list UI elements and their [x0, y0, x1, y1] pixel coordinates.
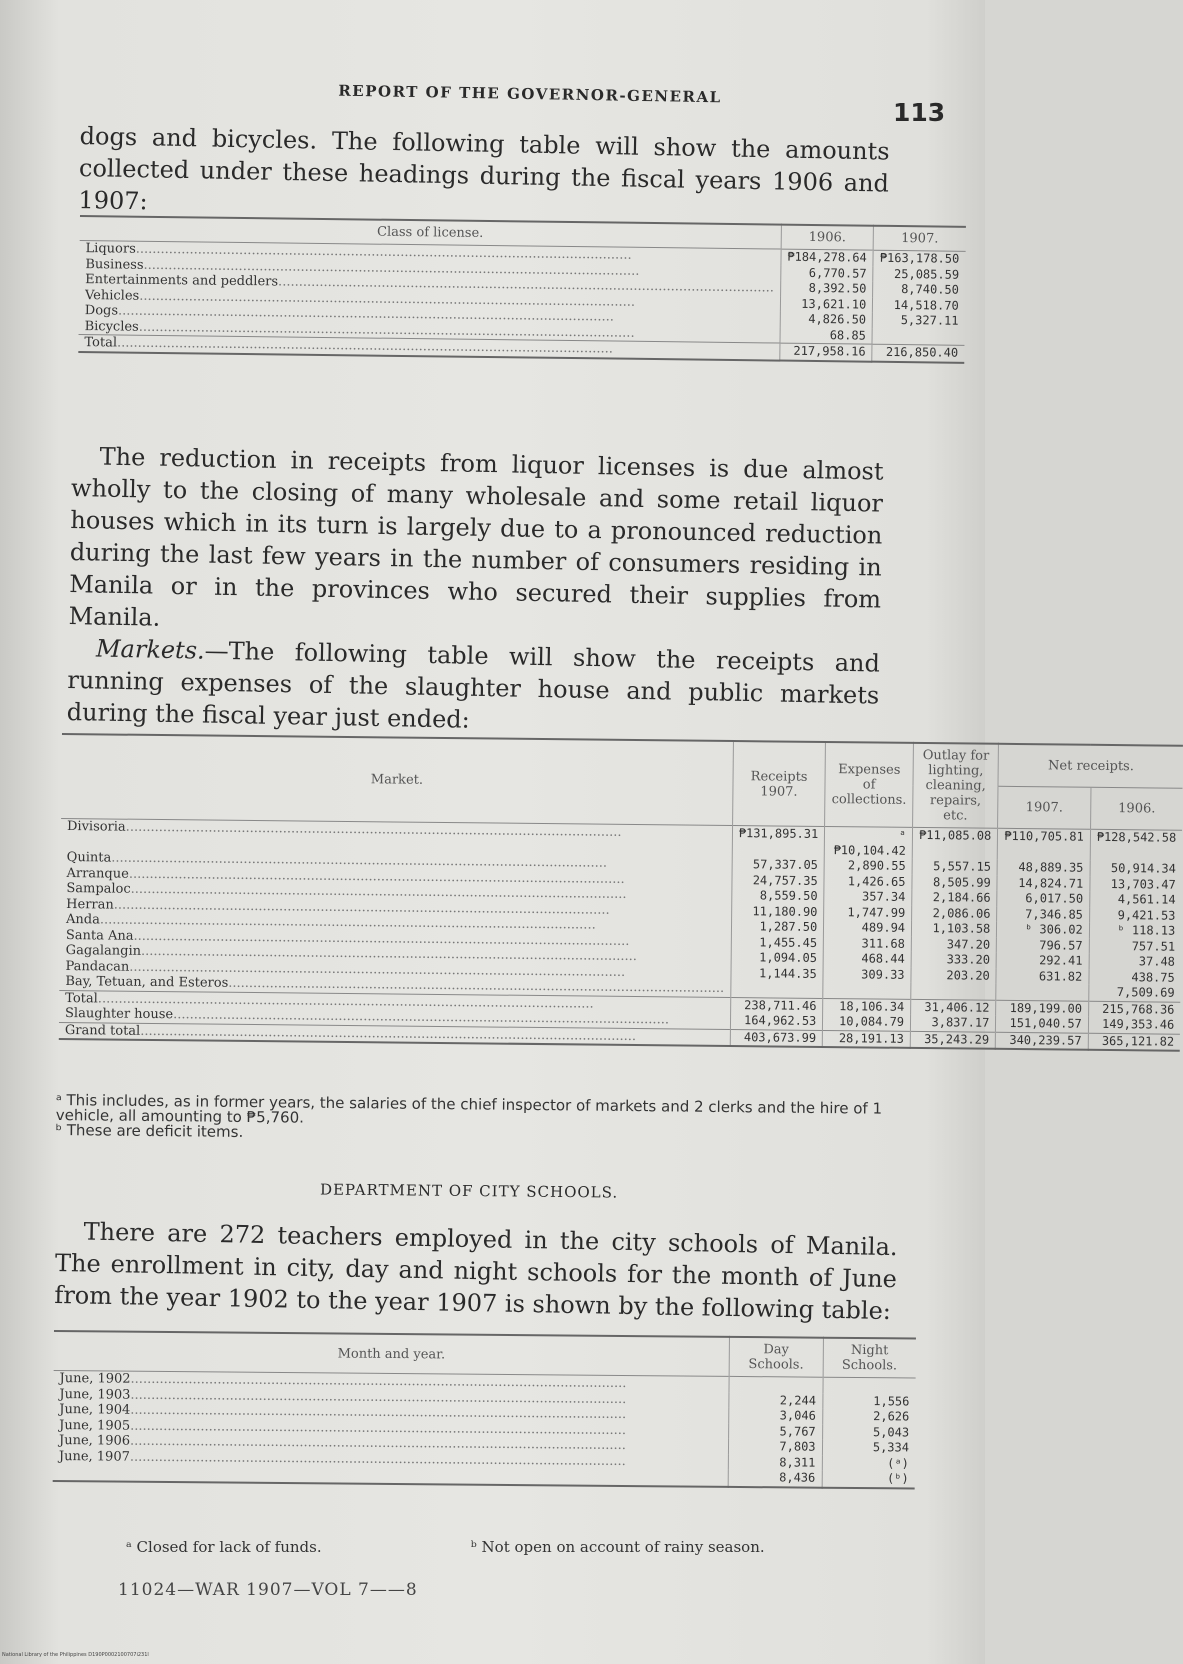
school-night: (ᵇ)	[822, 1471, 915, 1488]
license-1907: ₱163,178.50	[873, 250, 965, 267]
market-expenses: 468.44	[823, 951, 911, 967]
leader-dots: ........................................................................................................................	[130, 1402, 627, 1422]
market-name-text: Pandacan	[65, 958, 130, 975]
school-month-text: June, 1905	[59, 1417, 131, 1434]
running-head: REPORT OF THE GOVERNOR-GENERAL	[338, 81, 722, 107]
leader-dots: ........................................................................................................................	[139, 288, 636, 310]
school-night: 2,626	[822, 1409, 915, 1425]
market-net-1907: 14,824.71	[997, 875, 1090, 891]
license-header-1906: 1906.	[781, 225, 874, 251]
market-net-1907	[996, 984, 1089, 1001]
market-net-1906: 149,353.46	[1088, 1017, 1180, 1034]
leader-dots: ........................................................................................................................	[113, 897, 610, 918]
license-1906: 4,826.50	[780, 312, 873, 329]
market-name-text: Gagalangin	[65, 943, 142, 959]
market-receipts: 403,673.99	[730, 1029, 823, 1047]
intro-text: dogs and bicycles. The following table will show the amounts collected under these headings during the fiscal years 1906 and 1907:	[78, 121, 890, 216]
market-name-text: Grand total	[64, 1022, 141, 1039]
leader-dots: ........................................................................................................................	[173, 1007, 670, 1028]
license-1906: 68.85	[780, 327, 873, 344]
school-day: 3,046	[729, 1408, 823, 1424]
leader-dots: ........................................................................................................................	[130, 881, 627, 902]
market-net-1906: ₱128,542.58	[1090, 829, 1182, 861]
market-expenses: 28,191.13	[823, 1030, 911, 1048]
school-night	[823, 1377, 916, 1394]
market-receipts: 11,180.90	[731, 904, 824, 920]
intro-paragraph	[78, 120, 890, 232]
market-net-1906: 13,703.47	[1090, 876, 1182, 892]
market-receipts	[731, 981, 824, 998]
market-receipts: 8,559.50	[732, 888, 825, 904]
school-day: 8,436	[728, 1470, 822, 1487]
license-header-class: Class of license.	[376, 224, 484, 241]
license-1906: ₱184,278.64	[781, 249, 874, 266]
market-net-1907: 292.41	[996, 953, 1089, 969]
market-receipts: 1,094.05	[731, 950, 824, 966]
market-name-text: Herran	[66, 896, 114, 913]
leader-dots: ........................................................................................................................	[140, 1023, 637, 1044]
market-net-1906: 215,768.36	[1088, 1001, 1180, 1018]
markets-text: —The following table will show the receipts and running expenses of the slaughter house and public markets during the fiscal year just ended:	[66, 636, 881, 734]
license-class-text: Vehicles	[84, 287, 140, 304]
market-net-1906: ᵇ 118.13	[1089, 923, 1181, 939]
market-expenses: 1,426.65	[824, 873, 912, 889]
market-net-1906: 438.75	[1089, 969, 1181, 985]
market-net-1907: 631.82	[996, 968, 1089, 984]
markets-heading: Markets.	[95, 634, 205, 665]
market-expenses: 1,747.99	[824, 904, 912, 920]
market-name-text: Slaughter house	[64, 1006, 174, 1023]
leader-dots: ........................................................................................................................	[116, 335, 614, 357]
market-expenses: 309.33	[823, 966, 911, 982]
market-net-1907: ₱110,705.81	[998, 828, 1091, 860]
signature-line: 11024—WAR 1907—VOL 7——8	[118, 1580, 418, 1600]
market-net-1907: ᵇ 306.02	[997, 922, 1090, 938]
market-header-market: Market.	[370, 772, 424, 788]
license-table	[78, 215, 965, 363]
leader-dots: ........................................................................................................................	[129, 959, 626, 980]
school-night: (ᵃ)	[822, 1455, 915, 1471]
leader-dots: ........................................................................................................................	[129, 1449, 626, 1469]
market-outlay: 347.20	[911, 936, 996, 952]
market-receipts: 24,757.35	[732, 873, 825, 889]
market-outlay	[911, 983, 996, 1000]
leader-dots: ........................................................................................................................	[130, 1387, 627, 1407]
market-header-outlay: Outlay for lighting, cleaning, repairs, etc.	[913, 743, 999, 828]
leader-dots: ........................................................................................................................	[130, 1418, 627, 1438]
market-net-1907: 189,199.00	[996, 1000, 1089, 1017]
market-outlay: ₱11,085.08	[912, 827, 998, 859]
market-header-expenses: Expenses of collections.	[825, 742, 914, 827]
market-receipts: 1,287.50	[731, 919, 824, 935]
school-month-text: June, 1903	[59, 1386, 131, 1403]
market-expenses: 489.94	[824, 920, 912, 936]
license-1907: 25,085.59	[873, 266, 965, 283]
market-name-text: Quinta	[66, 850, 112, 866]
market-net-1907: 151,040.57	[996, 1016, 1089, 1033]
school-night: 5,334	[822, 1440, 915, 1456]
school-month-text: June, 1904	[59, 1402, 131, 1418]
market-name-text: Arranque	[66, 865, 129, 882]
school-footnotes	[126, 1538, 886, 1556]
leader-dots: ........................................................................................................................	[130, 1371, 627, 1391]
market-net-1907: 48,889.35	[997, 860, 1090, 876]
market-receipts: 1,455.45	[731, 935, 824, 951]
market-outlay: 203.20	[911, 967, 996, 983]
market-expenses: 311.68	[824, 935, 912, 951]
market-net-1907: 7,346.85	[997, 906, 1090, 922]
license-1907: 5,327.11	[872, 313, 964, 330]
market-outlay: 2,184.66	[912, 890, 997, 906]
market-expenses: 10,084.79	[823, 1014, 911, 1031]
market-receipts: 238,711.46	[730, 997, 823, 1014]
schools-text: There are 272 teachers employed in the city schools of Manila. The enrollment in city, day and night schools for the month of June from the year 1902 to the year 1907 is shown by the following table:	[54, 1217, 898, 1326]
leader-dots: ........................................................................................................................	[228, 975, 725, 996]
license-1907	[872, 328, 964, 345]
license-class-text: Business	[85, 256, 144, 273]
school-night: 1,556	[822, 1393, 915, 1409]
leader-dots: ........................................................................................................................	[138, 319, 635, 341]
license-header-1907: 1907.	[873, 226, 965, 252]
schools-paragraph	[54, 1215, 898, 1327]
market-expenses: 357.34	[824, 889, 912, 905]
market-net-1906: 9,421.53	[1089, 907, 1181, 923]
market-name-text: Santa Ana	[65, 927, 134, 944]
school-day: 2,244	[729, 1392, 823, 1408]
leader-dots: ........................................................................................................................	[99, 912, 596, 933]
school-table	[53, 1330, 916, 1489]
leader-dots: ........................................................................................................................	[117, 303, 615, 325]
market-expenses: 2,890.55	[824, 858, 912, 874]
leader-dots: ........................................................................................................................	[97, 990, 594, 1012]
market-net-1906: 4,561.14	[1090, 892, 1182, 908]
school-month-text: June, 1907	[58, 1448, 130, 1465]
market-receipts: 57,337.05	[732, 857, 825, 873]
market-outlay: 35,243.29	[910, 1031, 995, 1049]
market-outlay: 1,103.58	[911, 921, 996, 937]
market-net-1906: 50,914.34	[1090, 861, 1182, 877]
market-footnote-b: ᵇ These are deficit items.	[55, 1120, 244, 1141]
market-receipts: 1,144.35	[731, 966, 824, 982]
leader-dots: ........................................................................................................................	[133, 928, 630, 949]
market-outlay: 333.20	[911, 952, 996, 968]
leader-dots: ........................................................................................................................	[128, 866, 625, 887]
market-footnotes	[56, 1093, 926, 1147]
scan-footer: National Library of the Philippines D190P0002100707i231l	[2, 1652, 149, 1658]
market-outlay: 5,557.15	[912, 859, 997, 875]
market-net-1906: 37.48	[1089, 954, 1181, 970]
market-name-text: Bay, Tetuan, and Esteros	[65, 974, 229, 991]
market-header-net-1907: 1907.	[998, 786, 1091, 829]
markets-paragraph	[66, 632, 880, 744]
reduction-text: The reduction in receipts from liquor licenses is due almost wholly to the closing of many wholesale and some retail liquor houses which in its turn is largely due to a pronounced reduction during the last few years in the number of consumers residing in Manila or in the provinces who secured their supplies from Manila.	[68, 442, 884, 632]
market-net-1907: 796.57	[997, 937, 1090, 953]
section-title: DEPARTMENT OF CITY SCHOOLS.	[319, 1180, 619, 1202]
school-day: 8,311	[728, 1454, 822, 1470]
leader-dots: ........................................................................................................................	[140, 943, 638, 965]
license-class-text: Bicycles	[84, 318, 139, 335]
market-net-1907: 340,239.57	[996, 1032, 1089, 1050]
market-footnote-a: ᵃ This includes, as in former years, the salaries of the chief inspector of markets and 2 clerks and the hire of 1 vehicle, all amounting to ₱5,760.	[55, 1091, 883, 1127]
market-receipts: 164,962.53	[730, 1013, 823, 1030]
market-outlay: 2,086.06	[912, 905, 997, 921]
reduction-paragraph	[66, 440, 883, 744]
license-1907: 8,740.50	[873, 282, 965, 299]
school-header-month: Month and year.	[337, 1345, 446, 1362]
license-1906: 6,770.57	[781, 265, 874, 282]
school-month-text: June, 1902	[59, 1371, 131, 1387]
license-1906: 8,392.50	[780, 281, 873, 298]
market-outlay: 3,837.17	[910, 1015, 995, 1032]
leader-dots: ........................................................................................................................	[143, 257, 640, 279]
market-net-1906: 7,509.69	[1089, 985, 1181, 1002]
leader-dots: ........................................................................................................................	[278, 274, 775, 296]
market-net-1907: 6,017.50	[997, 891, 1090, 907]
market-header-net-1906: 1906.	[1090, 787, 1182, 830]
license-total-label-text: Total	[84, 335, 118, 351]
market-expenses: 18,106.34	[823, 998, 911, 1015]
school-header-night: Night Schools.	[823, 1338, 916, 1378]
leader-dots: ........................................................................................................................	[125, 819, 622, 840]
leader-dots: ........................................................................................................................	[135, 241, 632, 263]
school-day: 5,767	[729, 1423, 823, 1439]
market-table	[59, 733, 1183, 1052]
school-header-day: Day Schools.	[729, 1337, 823, 1377]
market-name-text: Sampaloc	[66, 881, 131, 897]
school-footnote-a: ᵃ Closed for lack of funds.	[126, 1538, 322, 1556]
license-class-text: Entertainments and peddlers	[85, 272, 279, 290]
leader-dots: ........................................................................................................................	[129, 1433, 626, 1453]
market-net-1906: 365,121.82	[1088, 1033, 1180, 1051]
license-total-1907: 216,850.40	[872, 344, 964, 362]
market-expenses: ᵃ ₱10,104.42	[825, 826, 913, 858]
page-number: 113	[893, 98, 946, 127]
market-header-net: Net receipts.	[998, 744, 1183, 789]
market-expenses	[823, 982, 911, 999]
school-day	[729, 1376, 823, 1393]
market-name-text: Total	[65, 990, 98, 1006]
license-1907: 14,518.70	[873, 297, 965, 314]
market-name-text: Divisoria	[66, 819, 126, 835]
market-header-receipts: Receipts 1907.	[732, 741, 825, 826]
license-total-1906: 217,958.16	[780, 343, 873, 361]
license-class-text: Liquors	[85, 241, 136, 257]
market-outlay: 31,406.12	[911, 999, 996, 1016]
market-receipts: ₱131,895.31	[732, 826, 825, 858]
market-name-text: Anda	[65, 912, 100, 928]
school-night: 5,043	[822, 1424, 915, 1440]
school-day: 7,803	[729, 1439, 823, 1455]
market-outlay: 8,505.99	[912, 874, 997, 890]
school-footnote-b: ᵇ Not open on account of rainy season.	[470, 1538, 765, 1556]
leader-dots: ........................................................................................................................	[111, 850, 608, 871]
license-class-text: Dogs	[84, 303, 119, 319]
market-net-1906: 757.51	[1089, 938, 1181, 954]
license-1906: 13,621.10	[780, 296, 873, 313]
school-month-text: June, 1906	[58, 1433, 131, 1449]
